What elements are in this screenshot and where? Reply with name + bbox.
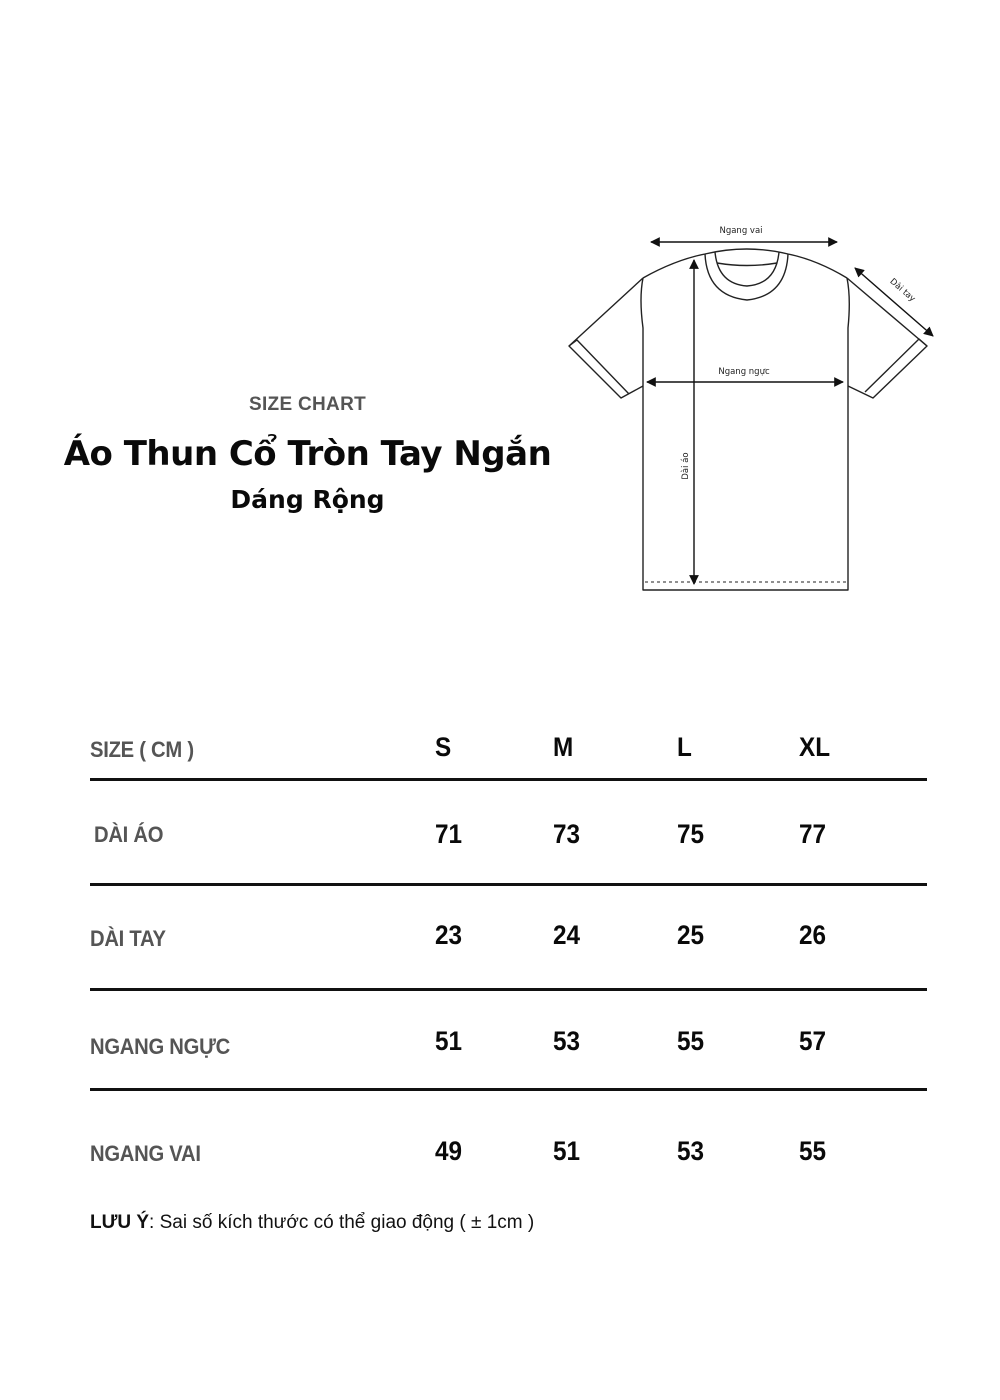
value-cell: 53 — [677, 1136, 705, 1166]
value-cell: 26 — [799, 920, 827, 950]
row-label: DÀI TAY — [90, 926, 166, 951]
value-cell: 73 — [553, 819, 581, 849]
note-text: : Sai số kích thước có thể giao động ( ± 1cm ) — [149, 1212, 535, 1233]
value-cell: 53 — [553, 1026, 581, 1056]
value-cell: 71 — [435, 819, 463, 849]
table-row — [90, 991, 927, 1088]
length-label: Dài áo — [681, 452, 691, 480]
sleeve-label: Dài tay — [887, 276, 918, 305]
value-cell: 25 — [677, 920, 705, 950]
shoulder-label: Ngang vai — [719, 226, 763, 236]
table-row — [90, 886, 927, 988]
value-cell: 23 — [435, 920, 463, 950]
value-cell: 77 — [799, 819, 827, 849]
size-unit-label: SIZE ( CM ) — [90, 737, 194, 762]
tshirt-measurement-icon — [555, 218, 955, 603]
value-cell: 55 — [799, 1136, 827, 1166]
size-table — [90, 728, 927, 1191]
product-fit-subtitle: Dáng Rộng — [230, 485, 385, 514]
value-cell: 55 — [677, 1026, 705, 1056]
row-label: DÀI ÁO — [94, 822, 164, 847]
size-header-m: M — [553, 732, 574, 762]
table-row — [90, 1091, 927, 1191]
row-label: NGANG NGỰC — [90, 1034, 230, 1059]
note-key: LƯU Ý — [90, 1212, 150, 1233]
value-cell: 57 — [799, 1026, 827, 1056]
value-cell: 51 — [435, 1026, 463, 1056]
value-cell: 51 — [553, 1136, 581, 1166]
table-header-row — [90, 728, 927, 778]
value-cell: 49 — [435, 1136, 463, 1166]
tolerance-note — [90, 1212, 534, 1234]
value-cell: 75 — [677, 819, 705, 849]
size-header-s: S — [435, 732, 452, 762]
size-header-xl: XL — [799, 732, 831, 762]
value-cell: 24 — [553, 920, 581, 950]
chest-label: Ngang ngực — [718, 367, 770, 377]
title-block — [60, 392, 555, 516]
size-header-l: L — [677, 732, 692, 762]
eyebrow-label: SIZE CHART — [249, 394, 366, 415]
row-label: NGANG VAI — [90, 1141, 201, 1166]
product-title: Áo Thun Cổ Tròn Tay Ngắn — [63, 434, 552, 474]
tshirt-diagram — [555, 218, 955, 603]
table-row — [90, 781, 927, 883]
